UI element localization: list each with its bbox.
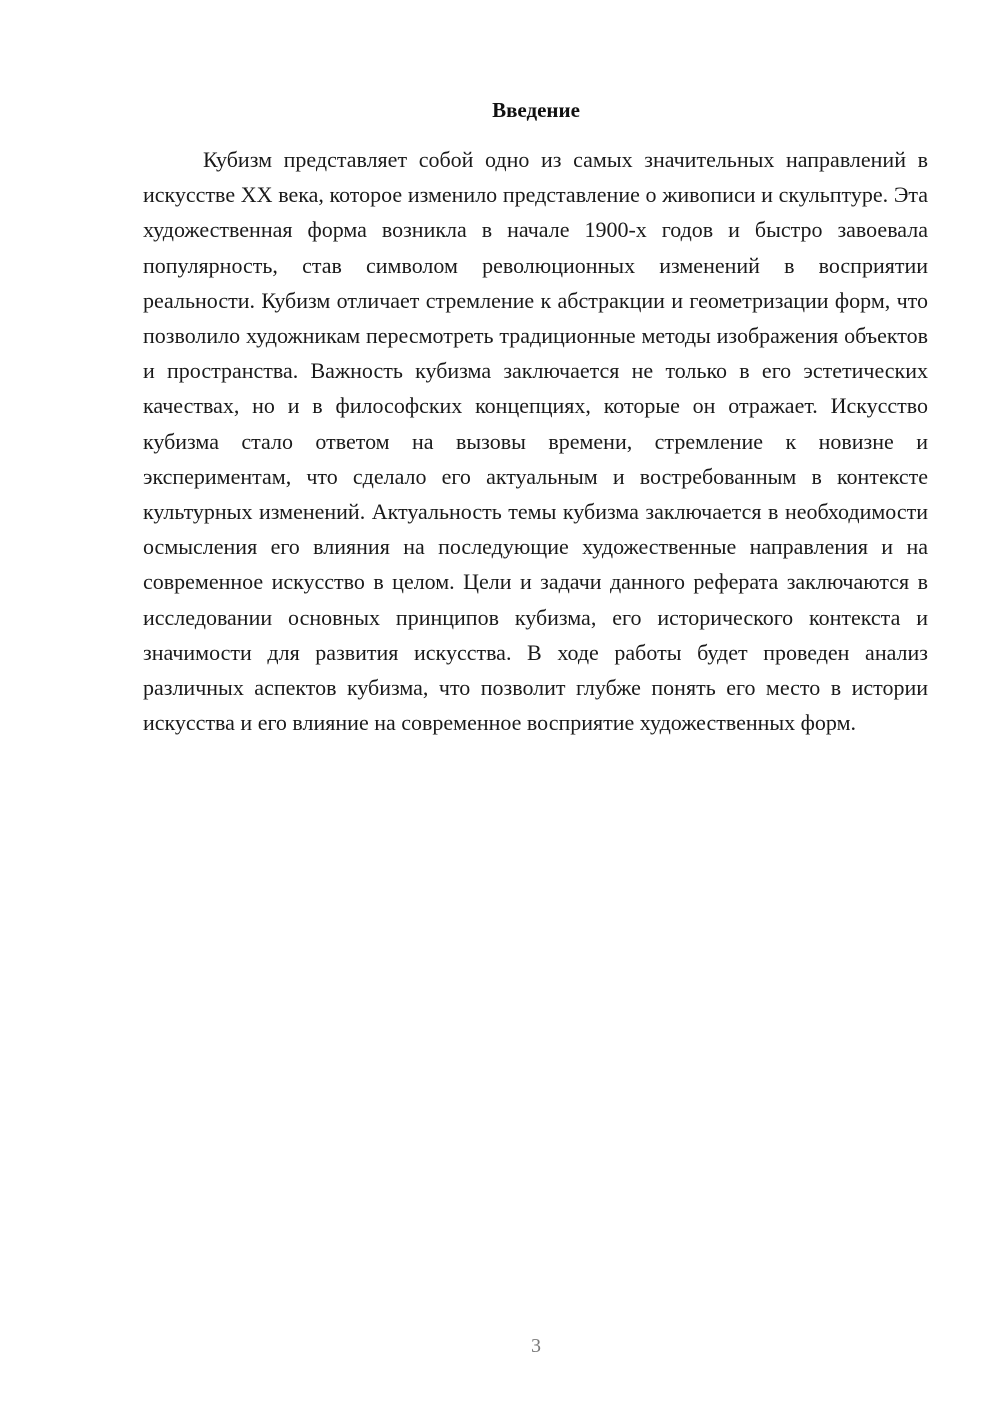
section-heading: Введение: [492, 98, 580, 122]
intro-paragraph: Кубизм представляет собой одно из самых значительных направлений в искусстве XX века, которое изменило представление о живописи и скульптуре. Эта художественная форма возникла в начале 1900-х годов и быстро завоевала популярность, став символом революционных изменений в восприятии реальности. Кубизм отличает стремление к абстракции и геометризации форм, что позволило художникам пересмотреть традиционные методы изображения объектов и пространства. Важность кубизма заключается не только в его эстетических качествах, но и в философских концепциях, которые он отражает. Искусство кубизма стало ответом на вызовы времени, стремление к новизне и экспериментам, что сделало его актуальным и востребованным в контексте культурных изменений. Актуальность темы кубизма заключается в необходимости осмысления его влияния на последующие художественные направления и на современное искусство в целом. Цели и задачи данного реферата заключаются в исследовании основных принципов кубизма, его исторического контекста и значимости для развития искусства. В ходе работы будет проведен анализ различных аспектов кубизма, что позволит глубже понять его место в истории искусства и его влияние на современное восприятие художественных форм.: [143, 147, 928, 736]
page-number: 3: [531, 1335, 541, 1357]
